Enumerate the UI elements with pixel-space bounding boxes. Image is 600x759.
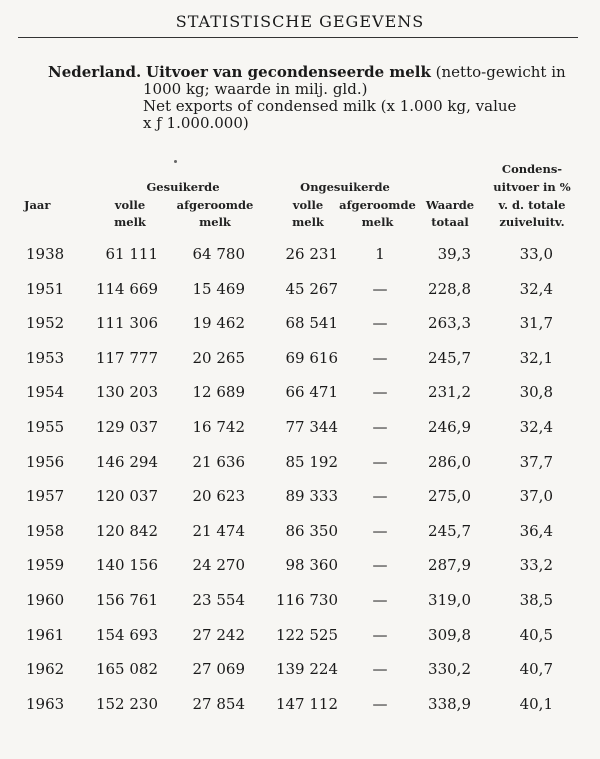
cell-value: 319,0: [428, 591, 471, 609]
table-row: [0, 245, 600, 267]
cell-value: 231,2: [428, 383, 471, 401]
title-line-2: 1000 kg; waarde in milj. gld.): [143, 80, 368, 98]
cell-sw-whole: 117 777: [95, 349, 158, 367]
cell-un-skim: 1: [375, 245, 385, 263]
cell-value: 309,8: [428, 626, 471, 644]
cell-un-skim: —: [372, 280, 388, 298]
cell-sw-whole: 156 761: [95, 591, 158, 609]
cell-value: 286,0: [428, 453, 471, 471]
cell-share: 30,8: [519, 383, 553, 401]
cell-sw-whole: 120 842: [95, 522, 158, 540]
header-year: Jaar: [24, 198, 51, 212]
header-share-1: Condens-: [501, 162, 563, 176]
cell-un-whole: 85 192: [285, 453, 338, 471]
cell-sw-whole: 129 037: [95, 418, 158, 436]
title-line-1: [48, 64, 578, 81]
cell-un-skim: —: [372, 660, 388, 678]
header-un-whole-1: volle: [292, 198, 324, 212]
cell-year: 1959: [26, 556, 65, 574]
cell-un-skim: —: [372, 349, 388, 367]
table-row: [0, 418, 600, 440]
cell-un-whole: 116 730: [275, 591, 338, 609]
cell-sw-whole: 61 111: [105, 245, 158, 263]
cell-share: 38,5: [519, 591, 553, 609]
cell-un-skim: —: [372, 556, 388, 574]
cell-sw-skim: 15 469: [192, 280, 245, 298]
table-row: [0, 383, 600, 405]
header-sw-skim-1: afgeroomde: [176, 198, 254, 212]
cell-year: 1953: [26, 349, 65, 367]
cell-share: 32,1: [519, 349, 553, 367]
table-row: [0, 349, 600, 371]
cell-share: 40,5: [519, 626, 553, 644]
cell-year: 1957: [26, 487, 65, 505]
cell-un-skim: —: [372, 522, 388, 540]
table-row: [0, 487, 600, 509]
cell-un-whole: 69 616: [285, 349, 338, 367]
cell-sw-whole: 154 693: [95, 626, 158, 644]
cell-sw-whole: 152 230: [95, 695, 158, 713]
cell-un-skim: —: [372, 314, 388, 332]
cell-un-skim: —: [372, 487, 388, 505]
header-share-4: zuiveluitv.: [499, 215, 565, 229]
cell-share: 40,7: [519, 660, 553, 678]
cell-year: 1962: [26, 660, 65, 678]
table-row: [0, 695, 600, 717]
cell-un-skim: —: [372, 418, 388, 436]
table-row: [0, 660, 600, 682]
cell-sw-skim: 16 742: [192, 418, 245, 436]
table-row: [0, 556, 600, 578]
cell-sw-whole: 114 669: [95, 280, 158, 298]
cell-un-skim: —: [372, 626, 388, 644]
header-unsweetened: Ongesuikerde: [300, 180, 390, 194]
cell-share: 33,0: [519, 245, 553, 263]
cell-value: 287,9: [428, 556, 471, 574]
header-share-2: uitvoer in %: [493, 180, 571, 194]
cell-sw-skim: 20 265: [192, 349, 245, 367]
table-row: [0, 626, 600, 648]
header-un-skim-2: melk: [361, 215, 394, 229]
cell-sw-skim: 24 270: [192, 556, 245, 574]
header-un-whole-2: melk: [292, 215, 324, 229]
table-title: [48, 64, 578, 132]
cell-sw-whole: 120 037: [95, 487, 158, 505]
header-value-2: totaal: [431, 215, 469, 229]
cell-un-whole: 89 333: [285, 487, 338, 505]
cell-share: 32,4: [519, 280, 553, 298]
cell-sw-whole: 146 294: [95, 453, 158, 471]
cell-un-skim: —: [372, 453, 388, 471]
cell-value: 245,7: [428, 522, 471, 540]
header-sw-whole-2: melk: [114, 215, 146, 229]
cell-sw-skim: 21 636: [192, 453, 245, 471]
cell-un-skim: —: [372, 383, 388, 401]
cell-un-whole: 98 360: [285, 556, 338, 574]
cell-sw-skim: 27 242: [192, 626, 245, 644]
cell-share: 37,0: [519, 487, 553, 505]
cell-un-whole: 45 267: [285, 280, 338, 298]
title-main: Uitvoer van gecondenseerde melk: [146, 63, 431, 81]
cell-value: 275,0: [428, 487, 471, 505]
cell-sw-whole: 165 082: [95, 660, 158, 678]
cell-sw-whole: 130 203: [95, 383, 158, 401]
table-row: [0, 453, 600, 475]
title-unit: (netto-gewicht in: [435, 63, 566, 81]
cell-year: 1952: [26, 314, 65, 332]
cell-value: 246,9: [428, 418, 471, 436]
cell-un-whole: 66 471: [285, 383, 338, 401]
cell-sw-skim: 21 474: [192, 522, 245, 540]
title-line-4: x ƒ 1.000.000): [143, 114, 249, 132]
cell-value: 245,7: [428, 349, 471, 367]
cell-un-whole: 68 541: [285, 314, 338, 332]
cell-sw-skim: 19 462: [192, 314, 245, 332]
header-sw-whole-1: volle: [114, 198, 146, 212]
print-speck: [174, 160, 177, 163]
cell-share: 37,7: [519, 453, 553, 471]
running-title: STATISTISCHE GEGEVENS: [175, 12, 425, 31]
table-row: [0, 314, 600, 336]
cell-sw-skim: 27 069: [192, 660, 245, 678]
cell-un-skim: —: [372, 695, 388, 713]
cell-value: 39,3: [437, 245, 471, 263]
cell-un-whole: 86 350: [285, 522, 338, 540]
header-share-3: v. d. totale: [498, 198, 566, 212]
title-line-3: Net exports of condensed milk (x 1.000 kg, value: [143, 97, 517, 115]
cell-sw-skim: 12 689: [192, 383, 245, 401]
header-value-1: Waarde: [425, 198, 475, 212]
cell-value: 228,8: [428, 280, 471, 298]
cell-sw-skim: 64 780: [192, 245, 245, 263]
cell-sw-whole: 111 306: [95, 314, 158, 332]
cell-year: 1956: [26, 453, 65, 471]
cell-year: 1960: [26, 591, 65, 609]
cell-year: 1958: [26, 522, 65, 540]
cell-sw-whole: 140 156: [95, 556, 158, 574]
cell-value: 263,3: [428, 314, 471, 332]
header-sweetened: Gesuikerde: [146, 180, 220, 194]
cell-sw-skim: 27 854: [192, 695, 245, 713]
cell-un-whole: 26 231: [285, 245, 338, 263]
title-country: Nederland.: [48, 63, 142, 81]
cell-un-whole: 77 344: [285, 418, 338, 436]
table-row: [0, 280, 600, 302]
cell-un-whole: 139 224: [275, 660, 338, 678]
cell-sw-skim: 20 623: [192, 487, 245, 505]
cell-year: 1954: [26, 383, 65, 401]
cell-year: 1951: [26, 280, 65, 298]
cell-un-whole: 122 525: [275, 626, 338, 644]
cell-year: 1955: [26, 418, 65, 436]
cell-un-skim: —: [372, 591, 388, 609]
cell-share: 31,7: [519, 314, 553, 332]
cell-value: 330,2: [428, 660, 471, 678]
header-rule: [18, 37, 578, 38]
cell-share: 32,4: [519, 418, 553, 436]
cell-value: 338,9: [428, 695, 471, 713]
table-row: [0, 522, 600, 544]
cell-share: 36,4: [519, 522, 553, 540]
cell-sw-skim: 23 554: [192, 591, 245, 609]
cell-year: 1938: [26, 245, 65, 263]
header-un-skim-1: afgeroomde: [339, 198, 416, 212]
cell-year: 1961: [26, 626, 65, 644]
table-row: [0, 591, 600, 613]
cell-share: 33,2: [519, 556, 553, 574]
cell-share: 40,1: [519, 695, 553, 713]
cell-year: 1963: [26, 695, 65, 713]
header-sw-skim-2: melk: [199, 215, 231, 229]
cell-un-whole: 147 112: [275, 695, 338, 713]
